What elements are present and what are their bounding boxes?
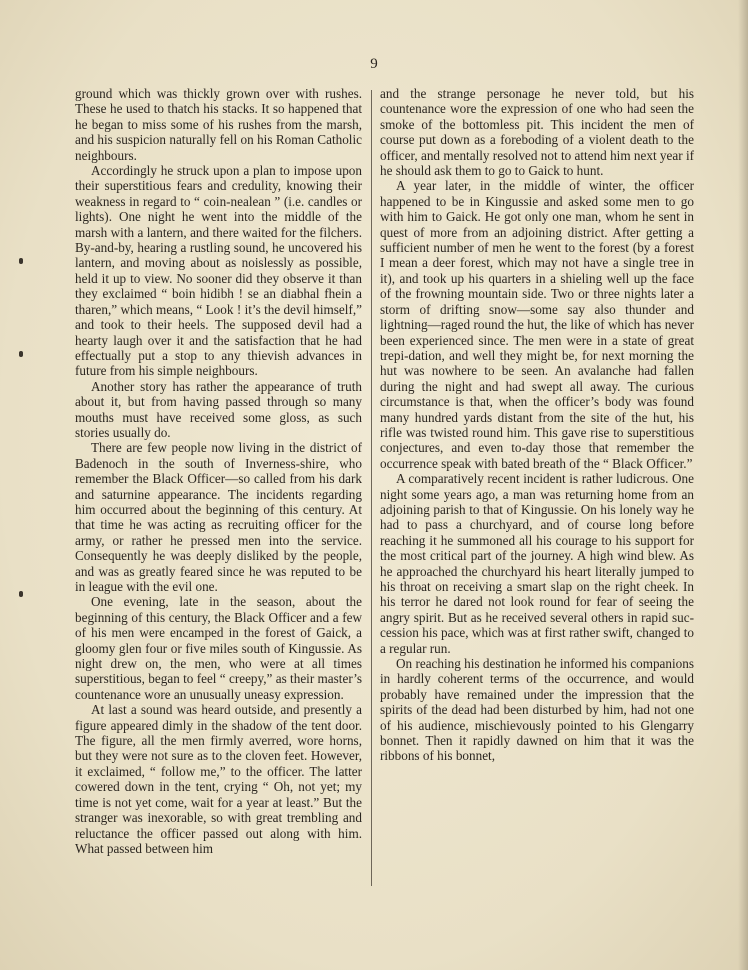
margin-mark bbox=[19, 258, 23, 264]
page-number: 9 bbox=[370, 56, 378, 72]
left-column bbox=[75, 86, 362, 856]
paragraph: There are few people now living in the district of Badenoch in the south of Inverness-shire, who remember the Black Officer—so called from his dark and saturnine appearance. The incidents regarding him occurred about the beginning of this century. At that time he was acting as recruiting officer for the army, or rather he pressed men into the service. Consequently he was deeply disliked by the people, and was as greatly feared since he was reputed to be in league with the evil one. bbox=[75, 440, 362, 594]
paragraph: At last a sound was heard outside, and presently a figure appeared dimly in the shadow of the tent door. The figure, all the men firmly averred, wore horns, but they were not sure as to the cloven feet. However, it exclaimed, “ follow me,” to the officer. The latter cowered down in the tent, crying “ Oh, not yet; my time is not yet come, wait for a year at least.” But the stranger was inexorable, so with great trembling and reluctance the officer passed out along with him. What passed between him bbox=[75, 702, 362, 856]
paragraph: A comparatively recent incident is rather ludicrous. One night some years ago, a man was returning home from an adjoining parish to that of Kingussie. On his lonely way he had to pass a churchyard, and of course long before reaching it he summoned all his courage to his support for the most critical part of the journey. A high wind blew. As he approached the churchyard his heart literally jumped to his throat on receiving a smart slap on the right cheek. In his terror he dared not look round for fear of seeing the angry spirit. But as he received several others in rapid suc-cession his pace, which was at first rather swift, changed to a regular run. bbox=[380, 471, 694, 656]
column-divider bbox=[371, 90, 372, 886]
margin-mark bbox=[19, 351, 23, 357]
paragraph: One evening, late in the season, about the beginning of this century, the Black Officer and a few of his men were encamped in the forest of Gaick, a gloomy glen four or five miles south of Kingussie. As night drew on, the men, who were at all times superstitious, began to feel “ creepy,” as their master’s countenance wore an unusually uneasy expression. bbox=[75, 594, 362, 702]
paragraph: On reaching his destination he informed his companions in hardly coherent terms of the occurrence, and would probably have remained under the impression that the spirits of the dead had been disturbed by him, had not one of his audience, mischievously pointed to his Glengarry bonnet. Then it rapidly dawned on him that it was the ribbons of his bonnet, bbox=[380, 656, 694, 764]
paragraph: Another story has rather the appearance of truth about it, but from having passed through so many mouths must have received some gloss, as such stories usually do. bbox=[75, 378, 362, 440]
paragraph: ground which was thickly grown over with rushes. These he used to thatch his stacks. It so happened that he began to miss some of his rushes from the marsh, and his suspicion naturally fell on his Roman Catholic neighbours. bbox=[75, 86, 362, 163]
page-edge-shadow bbox=[738, 0, 748, 970]
margin-mark bbox=[19, 591, 23, 597]
paragraph: A year later, in the middle of winter, the officer happened to be in Kingussie and asked some men to go with him to Gaick. He got only one man, whom he sent in quest of more from an adjoining district. After getting a sufficient number of men he went to the forest (by a forest I mean a deer forest, which may not have a single tree in it), and took up his quarters in a shieling well up the face of the frowning mountain side. Two or three nights later a storm of drifting snow—some say also thunder and lightning—raged round the hut, the like of which has never been experienced since. The men were in a state of great trepi-dation, and well they might be, for next morning the hut was nowhere to be seen. An avalanche had fallen during the night and had swept all away. The curious circumstance is that, when the officer’s body was found many hundred yards distant from the site of the hut, his rifle was twisted round him. This gave rise to superstitious conjectures, and even to-day those that remember the occurrence speak with bated breath of the “ Black Officer.” bbox=[380, 178, 694, 471]
right-column bbox=[380, 86, 694, 764]
paragraph: and the strange personage he never told, but his countenance wore the expression of one who had seen the smoke of the bottomless pit. This incident the men of course put down as a foreboding of a violent death to the officer, and mentally resolved not to attend him next year if he should ask them to go to Gaick to hunt. bbox=[380, 86, 694, 179]
paragraph: Accordingly he struck upon a plan to impose upon their superstitious fears and credulity, knowing their weakness in regard to “ coin-nealean ” (i.e. candles or lights). One night he went into the middle of the marsh with a lantern, and there waited for the filchers. By-and-by, hearing a rustling sound, he uncovered his lantern, and moving about as noislessly as possible, held it up to view. No sooner did they observe it than they exclaimed “ boin hidibh ! se an diabhal fhein a tharen,” which means, “ Look ! it’s the devil himself,” and took to their heels. The supposed devil had a hearty laugh over it and the satisfaction that he had effectually put a stop to any thievish advances in future from his simple neighbours. bbox=[75, 163, 362, 379]
